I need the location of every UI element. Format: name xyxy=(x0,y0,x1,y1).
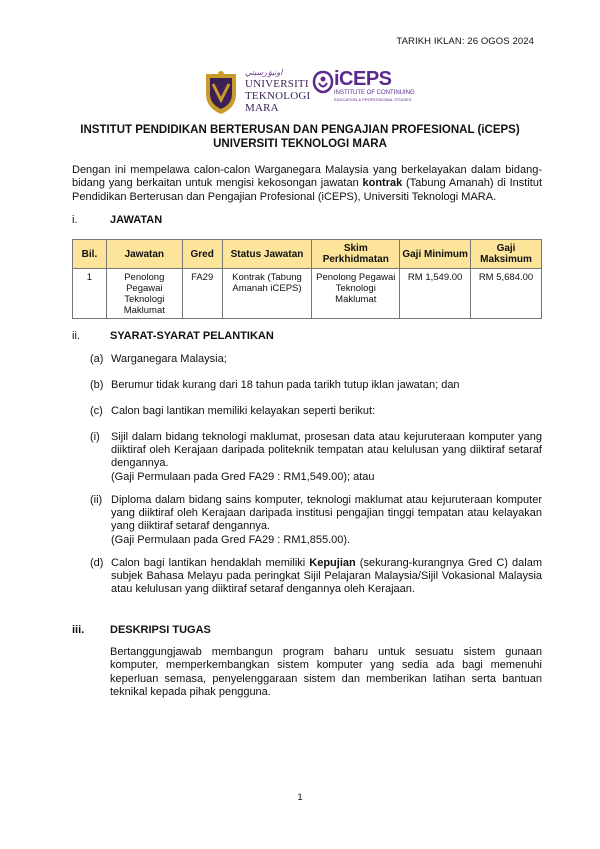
requirement-d-text-a: Calon bagi lantikan hendaklah memiliki xyxy=(111,557,310,569)
requirement-c-i xyxy=(90,431,542,487)
intro-paragraph xyxy=(72,164,542,204)
col-header-gred: Gred xyxy=(182,240,222,269)
requirement-d-text xyxy=(111,557,542,597)
iceps-subtitle-2: EDUCATION & PROFESSIONAL STUDIES xyxy=(334,97,412,102)
cell-gaji-max: RM 5,684.00 xyxy=(471,269,542,319)
requirement-c-ii-pay: (Gaji Permulaan pada Gred FA29 : RM1,855.00). xyxy=(111,533,351,546)
intro-bold-kontrak: kontrak xyxy=(362,177,403,190)
iceps-emblem-icon xyxy=(312,70,334,94)
requirement-c-i-body xyxy=(111,431,542,484)
requirement-c-i-text: Sijil dalam bidang teknologi maklumat, prosesan data atau kejuruteraan komputer yang diiktiraf oleh Kerajaan daripada politeknik tempatan atau kelulusan yang diiktiraf setaraf dengannya. xyxy=(111,431,542,470)
cell-gred: FA29 xyxy=(182,269,222,319)
requirement-d-text-b: (sekurang-kurangnya Gred C) dalam subjek Bahasa Melayu pada peringkat Sijil Pelajaran Malaysia/Sijil Vokasional Malaysia atau kelulusan yang diiktiraf setaraf dengannya oleh Kerajaan. xyxy=(111,557,542,596)
col-header-gaji-min: Gaji Minimum xyxy=(400,240,471,269)
requirement-c-i-pay: (Gaji Permulaan pada Gred FA29 : RM1,549.00); atau xyxy=(111,470,375,483)
requirement-c-text: Calon bagi lantikan memiliki kelayakan seperti berikut: xyxy=(111,405,376,417)
requirement-c-ii-label: (ii) xyxy=(90,494,103,506)
section-3-title: DESKRIPSI TUGAS xyxy=(110,624,211,636)
col-header-skim: Skim Perkhidmatan xyxy=(312,240,400,269)
requirement-d xyxy=(90,557,542,599)
cell-skim: Penolong Pegawai Teknologi Maklumat xyxy=(312,269,400,319)
requirement-b-label: (b) xyxy=(90,379,104,391)
col-header-bil: Bil. xyxy=(73,240,107,269)
requirement-d-bold-kepujian: Kepujian xyxy=(309,557,356,569)
title-line-2: UNIVERSITI TEKNOLOGI MARA xyxy=(213,138,387,150)
uitm-logo xyxy=(203,68,311,118)
section-1-title: JAWATAN xyxy=(110,214,163,226)
uitm-word-1: UNIVERSITI xyxy=(245,78,309,90)
intro-text-a: Dengan ini mempelawa calon-calon Warganegara Malaysia yang berkelayakan dalam bidang-bidang yang berkaitan untuk mengisi kekosongan jawatan xyxy=(72,164,542,190)
requirement-c-ii-text: Diploma dalam bidang sains komputer, teknologi maklumat atau kejuruteraan komputer yang diiktiraf oleh Kerajaan daripada institusi pengajian tinggi tempatan atau kelayakan yang diiktiraf setaraf dengannya. xyxy=(111,494,542,533)
col-header-status: Status Jawatan xyxy=(222,240,312,269)
jawatan-table xyxy=(72,239,542,319)
section-2-title: SYARAT-SYARAT PELANTIKAN xyxy=(110,330,274,342)
requirement-d-label: (d) xyxy=(90,557,104,569)
iceps-logo xyxy=(312,68,415,108)
requirement-a-text: Warganegara Malaysia; xyxy=(111,353,227,365)
section-3-number: iii. xyxy=(72,624,85,636)
requirement-c-label: (c) xyxy=(90,405,103,417)
iceps-subtitle-1: INSTITUTE OF CONTINUING xyxy=(334,90,415,96)
cell-status: Kontrak (Tabung Amanah iCEPS) xyxy=(222,269,312,319)
table-header-row xyxy=(73,240,542,269)
cell-bil: 1 xyxy=(73,269,107,319)
uitm-crest-icon xyxy=(203,70,239,116)
requirement-c-ii xyxy=(90,494,542,550)
document-title xyxy=(0,123,600,151)
intro-text-b: (Tabung Amanah) di Institut Pendidikan Berterusan dan Pengajian Profesional (iCEPS), Universiti Teknologi MARA. xyxy=(72,177,542,203)
requirement-c-ii-body xyxy=(111,494,542,547)
table-row xyxy=(73,269,542,319)
cell-jawatan: Penolong Pegawai Teknologi Maklumat xyxy=(106,269,182,319)
title-line-1: INSTITUT PENDIDIKAN BERTERUSAN DAN PENGAJIAN PROFESIONAL (iCEPS) xyxy=(80,124,520,136)
cell-gaji-min: RM 1,549.00 xyxy=(400,269,471,319)
col-header-jawatan: Jawatan xyxy=(106,240,182,269)
advert-date: TARIKH IKLAN: 26 OGOS 2024 xyxy=(396,36,534,47)
deskripsi-paragraph: Bertanggungjawab membangun program baharu untuk sesuatu sistem gunaan komputer, memperkembangkan sistem komputer yang sedia ada bagi memenuhi keperluan semasa, penyelenggaraan sistem dan memberikan latihan serta bantuan teknikal kepada pihak pengguna. xyxy=(110,646,542,698)
requirement-c-i-label: (i) xyxy=(90,431,100,443)
page-number: 1 xyxy=(297,792,303,803)
uitm-word-2: TEKNOLOGI xyxy=(245,90,311,102)
section-2-number: ii. xyxy=(72,330,80,342)
iceps-name: iCEPS xyxy=(334,68,392,90)
uitm-word-3: MARA xyxy=(245,102,279,114)
col-header-gaji-max: Gaji Maksimum xyxy=(471,240,542,269)
section-1-number: i. xyxy=(72,214,78,226)
requirement-a-label: (a) xyxy=(90,353,104,365)
requirement-b-text: Berumur tidak kurang dari 18 tahun pada tarikh tutup iklan jawatan; dan xyxy=(111,379,460,391)
uitm-jawi-text: اونيۏرسيتي xyxy=(245,68,283,77)
